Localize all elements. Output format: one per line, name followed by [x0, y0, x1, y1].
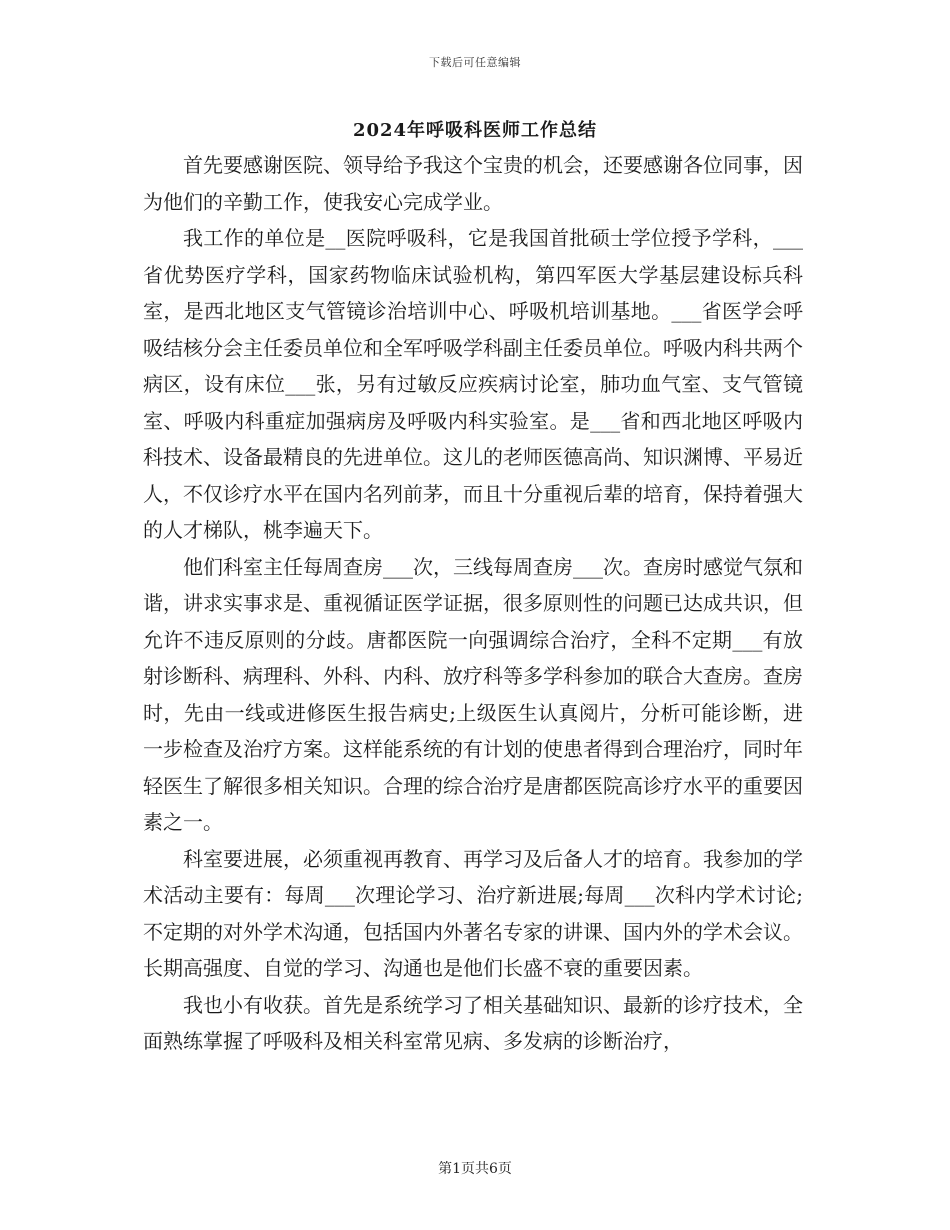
document-title: 2024年呼吸科医师工作总结 [352, 120, 598, 141]
paragraph: 首先要感谢医院、领导给予我这个宝贵的机会，还要感谢各位同事，因为他们的辛勤工作，使我安心完成学业。 [143, 153, 803, 214]
page-number: 第1页共6页 [438, 1161, 512, 1177]
paragraph: 他们科室主任每周查房___次，三线每周查房___次。查房时感觉气氛和谐，讲求实事求是、重视循证医学证据，很多原则性的问题已达成共识，但允许不违反原则的分歧。唐都医院一向强调综合治疗，全科不定期___有放射诊断科、病理科、外科、内科、放疗科等多学科参加的联合大查房。查房时，先由一线或进修医生报告病史;上级医生认真阅片，分析可能诊断，进一步检查及治疗方案。这样能系统的有计划的使患者得到合理治疗，同时年轻医生了解很多相关知识。合理的综合治疗是唐都医院高诊疗水平的重要因素之一。 [143, 554, 803, 834]
paragraph: 科室要进展，必须重视再教育、再学习及后备人才的培育。我参加的学术活动主要有：每周___次理论学习、治疗新进展;每周___次科内学术讨论;不定期的对外学术沟通，包括国内外著名专家的讲课、国内外的学术会议。长期高强度、自觉的学习、沟通也是他们长盛不衰的重要因素。 [143, 846, 803, 980]
header-note: 下载后可任意编辑 [429, 56, 521, 69]
paragraph: 我工作的单位是__医院呼吸科，它是我国首批硕士学位授予学科，___省优势医疗学科，国家药物临床试验机构，第四军医大学基层建设标兵科室，是西北地区支气管镜诊治培训中心、呼吸机培训基地。___省医学会呼吸结核分会主任委员单位和全军呼吸学科副主任委员单位。呼吸内科共两个病区，设有床位___张，另有过敏反应疾病讨论室，肺功血气室、支气管镜室、呼吸内科重症加强病房及呼吸内科实验室。是___省和西北地区呼吸内科技术、设备最精良的先进单位。这儿的老师医德高尚、知识渊博、平易近人，不仅诊疗水平在国内名列前茅，而且十分重视后辈的培育，保持着强大的人才梯队，桃李遍天下。 [143, 226, 803, 542]
paragraph: 我也小有收获。首先是系统学习了相关基础知识、最新的诊疗技术，全面熟练掌握了呼吸科及相关科室常见病、多发病的诊断治疗， [143, 992, 803, 1053]
document-body [143, 147, 803, 1060]
